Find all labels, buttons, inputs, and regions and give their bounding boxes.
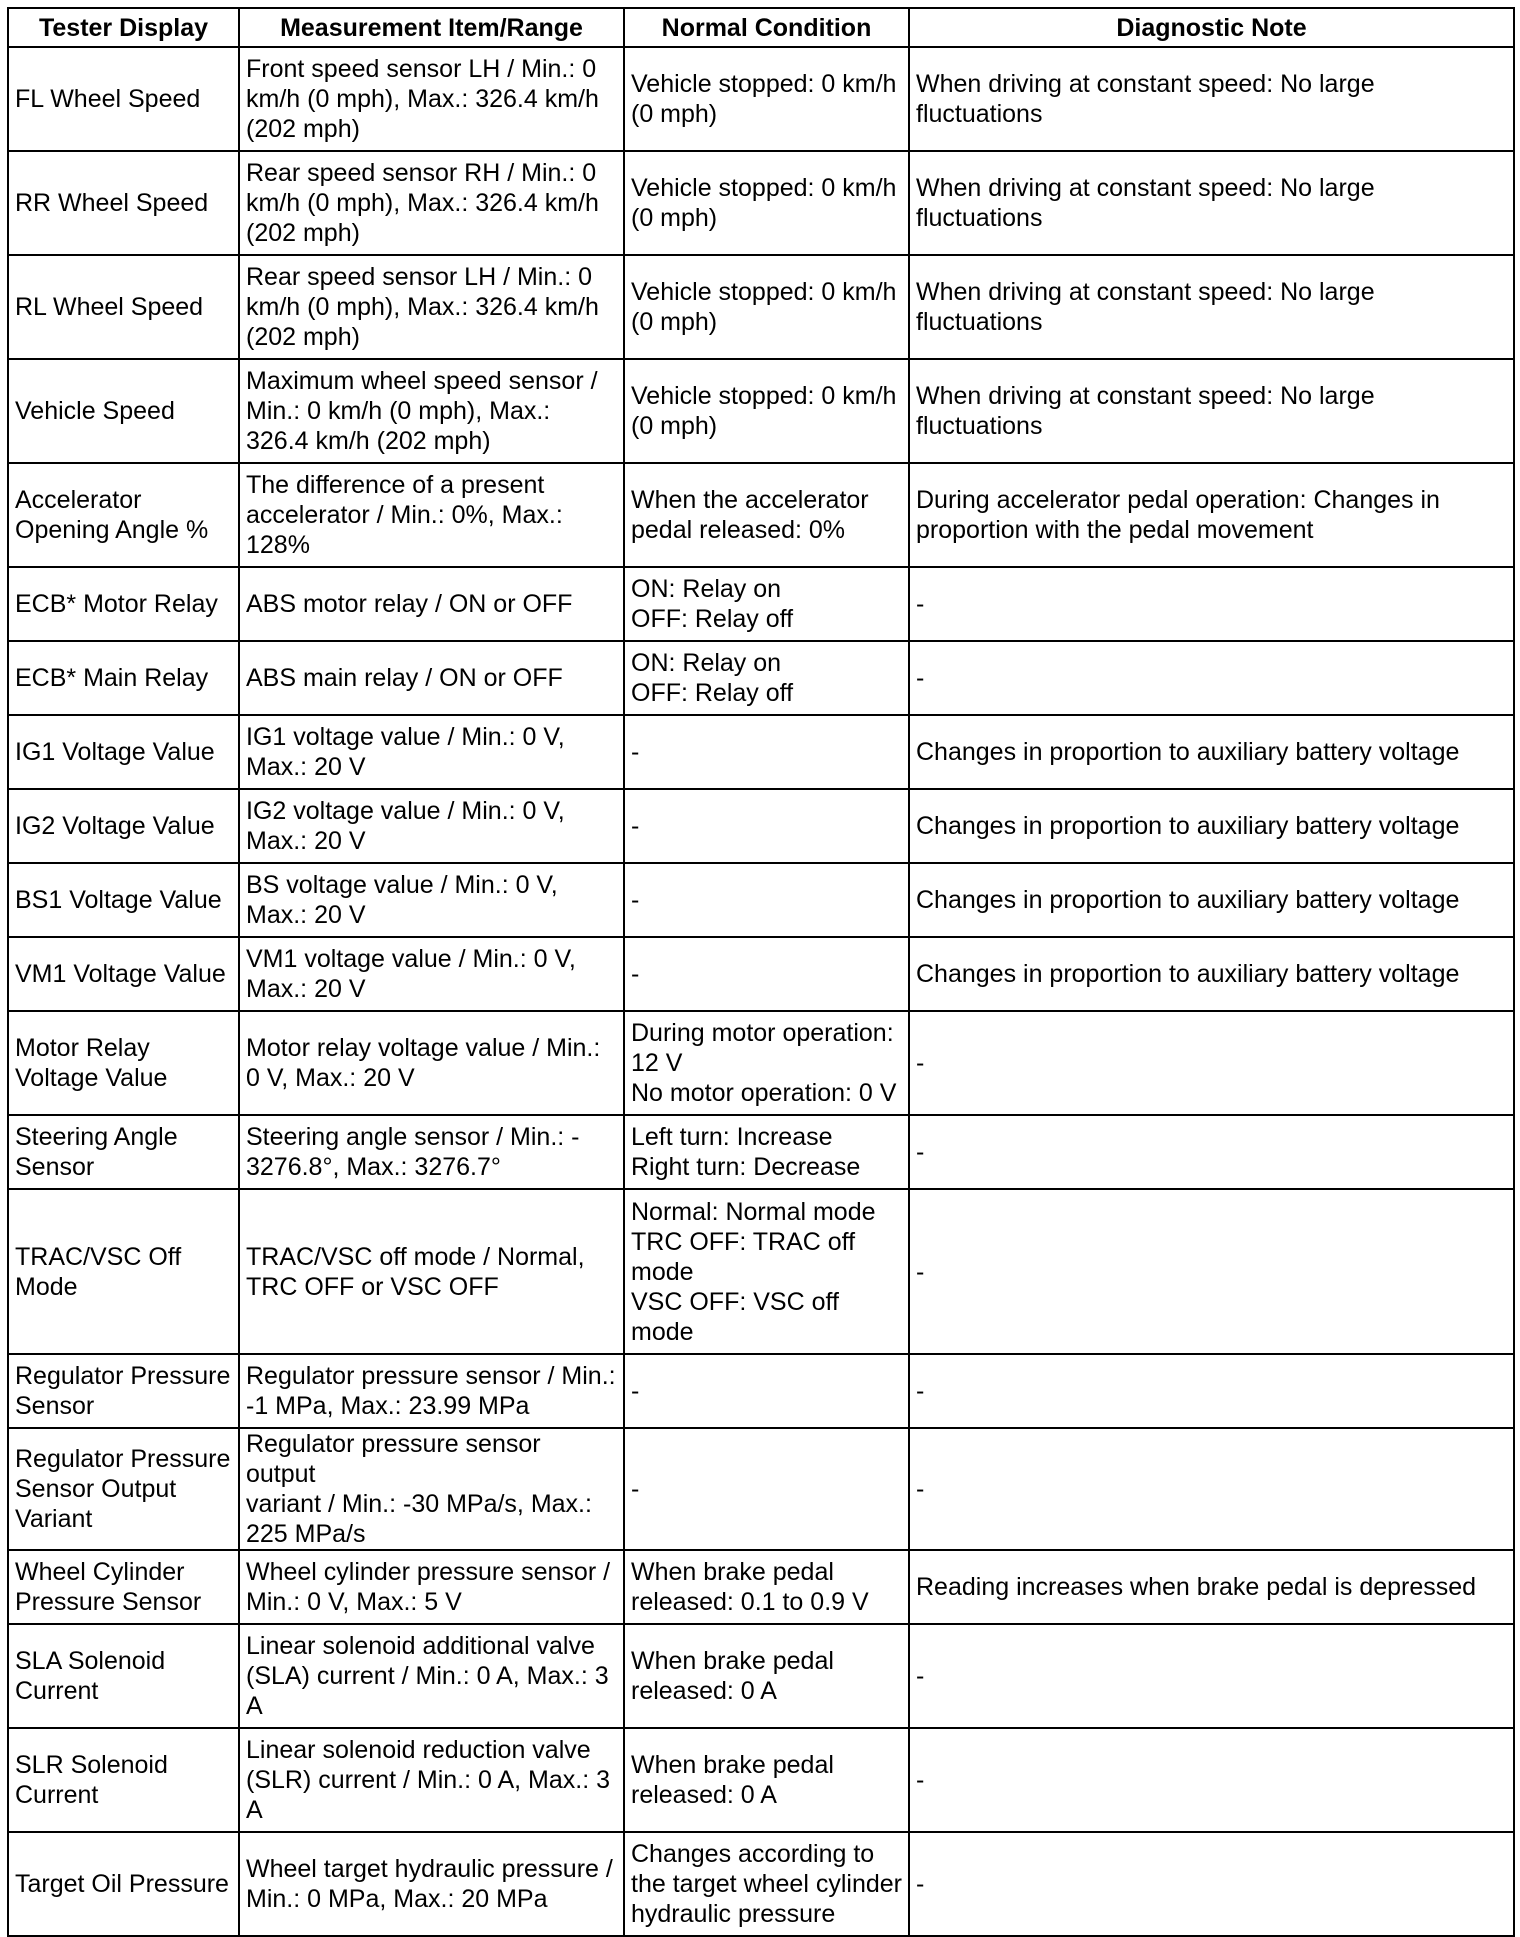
- cell-tester-display: Vehicle Speed: [8, 359, 239, 463]
- cell-measurement-item: IG2 voltage value / Min.: 0 V, Max.: 20 V: [239, 789, 624, 863]
- cell-diagnostic-note: During accelerator pedal operation: Changes in proportion with the pedal movement: [909, 463, 1514, 567]
- table-row: [8, 151, 1514, 255]
- cell-normal-condition: Changes according to the target wheel cylinder hydraulic pressure: [624, 1832, 909, 1936]
- table-row: [8, 1011, 1514, 1115]
- cell-measurement-item: TRAC/VSC off mode / Normal, TRC OFF or VSC OFF: [239, 1189, 624, 1354]
- cell-normal-condition: ON: Relay on OFF: Relay off: [624, 567, 909, 641]
- cell-diagnostic-note: -: [909, 1624, 1514, 1728]
- cell-measurement-item: Rear speed sensor LH / Min.: 0 km/h (0 mph), Max.: 326.4 km/h (202 mph): [239, 255, 624, 359]
- cell-measurement-item: ABS main relay / ON or OFF: [239, 641, 624, 715]
- cell-measurement-item: Wheel cylinder pressure sensor / Min.: 0 V, Max.: 5 V: [239, 1550, 624, 1624]
- table-row: [8, 359, 1514, 463]
- cell-measurement-item: ABS motor relay / ON or OFF: [239, 567, 624, 641]
- cell-normal-condition: Vehicle stopped: 0 km/h (0 mph): [624, 359, 909, 463]
- cell-diagnostic-note: -: [909, 641, 1514, 715]
- cell-tester-display: ECB* Main Relay: [8, 641, 239, 715]
- table-row: [8, 1728, 1514, 1832]
- table-row: [8, 1189, 1514, 1354]
- cell-measurement-item: Steering angle sensor / Min.: - 3276.8°, Max.: 3276.7°: [239, 1115, 624, 1189]
- header-diagnostic-note: Diagnostic Note: [909, 8, 1514, 47]
- cell-tester-display: VM1 Voltage Value: [8, 937, 239, 1011]
- cell-measurement-item: BS voltage value / Min.: 0 V, Max.: 20 V: [239, 863, 624, 937]
- table-row: [8, 715, 1514, 789]
- table-row: [8, 789, 1514, 863]
- cell-tester-display: RR Wheel Speed: [8, 151, 239, 255]
- header-tester-display: Tester Display: [8, 8, 239, 47]
- cell-diagnostic-note: -: [909, 1728, 1514, 1832]
- cell-normal-condition: -: [624, 715, 909, 789]
- cell-normal-condition: ON: Relay on OFF: Relay off: [624, 641, 909, 715]
- table-row: [8, 937, 1514, 1011]
- table-row: [8, 1428, 1514, 1550]
- cell-diagnostic-note: -: [909, 1189, 1514, 1354]
- cell-tester-display: Wheel Cylinder Pressure Sensor: [8, 1550, 239, 1624]
- cell-normal-condition: Vehicle stopped: 0 km/h (0 mph): [624, 151, 909, 255]
- cell-normal-condition: Normal: Normal mode TRC OFF: TRAC off mode VSC OFF: VSC off mode: [624, 1189, 909, 1354]
- cell-tester-display: Target Oil Pressure: [8, 1832, 239, 1936]
- cell-measurement-item: IG1 voltage value / Min.: 0 V, Max.: 20 V: [239, 715, 624, 789]
- cell-measurement-item: Maximum wheel speed sensor / Min.: 0 km/h (0 mph), Max.: 326.4 km/h (202 mph): [239, 359, 624, 463]
- table-row: [8, 641, 1514, 715]
- cell-diagnostic-note: When driving at constant speed: No large fluctuations: [909, 47, 1514, 151]
- cell-normal-condition: During motor operation: 12 V No motor operation: 0 V: [624, 1011, 909, 1115]
- header-measurement-item: Measurement Item/Range: [239, 8, 624, 47]
- cell-normal-condition: -: [624, 1354, 909, 1428]
- cell-tester-display: RL Wheel Speed: [8, 255, 239, 359]
- cell-normal-condition: Vehicle stopped: 0 km/h (0 mph): [624, 255, 909, 359]
- table-row: [8, 255, 1514, 359]
- cell-diagnostic-note: Changes in proportion to auxiliary battery voltage: [909, 937, 1514, 1011]
- cell-measurement-item: Wheel target hydraulic pressure / Min.: 0 MPa, Max.: 20 MPa: [239, 1832, 624, 1936]
- cell-diagnostic-note: -: [909, 1011, 1514, 1115]
- cell-tester-display: SLR Solenoid Current: [8, 1728, 239, 1832]
- table-row: [8, 47, 1514, 151]
- cell-normal-condition: Left turn: Increase Right turn: Decrease: [624, 1115, 909, 1189]
- header-normal-condition: Normal Condition: [624, 8, 909, 47]
- cell-measurement-item: Motor relay voltage value / Min.: 0 V, Max.: 20 V: [239, 1011, 624, 1115]
- cell-tester-display: IG2 Voltage Value: [8, 789, 239, 863]
- cell-diagnostic-note: Reading increases when brake pedal is depressed: [909, 1550, 1514, 1624]
- cell-normal-condition: When the accelerator pedal released: 0%: [624, 463, 909, 567]
- cell-measurement-item: Regulator pressure sensor / Min.: -1 MPa, Max.: 23.99 MPa: [239, 1354, 624, 1428]
- table-row: [8, 1624, 1514, 1728]
- table-row: [8, 1354, 1514, 1428]
- cell-normal-condition: -: [624, 937, 909, 1011]
- cell-measurement-item: Regulator pressure sensor output variant / Min.: -30 MPa/s, Max.: 225 MPa/s: [239, 1428, 624, 1550]
- cell-measurement-item: VM1 voltage value / Min.: 0 V, Max.: 20 V: [239, 937, 624, 1011]
- cell-measurement-item: Linear solenoid additional valve (SLA) current / Min.: 0 A, Max.: 3 A: [239, 1624, 624, 1728]
- cell-diagnostic-note: Changes in proportion to auxiliary battery voltage: [909, 863, 1514, 937]
- table-row: [8, 1550, 1514, 1624]
- cell-normal-condition: When brake pedal released: 0.1 to 0.9 V: [624, 1550, 909, 1624]
- cell-normal-condition: -: [624, 863, 909, 937]
- cell-tester-display: BS1 Voltage Value: [8, 863, 239, 937]
- table-row: [8, 863, 1514, 937]
- cell-tester-display: ECB* Motor Relay: [8, 567, 239, 641]
- cell-tester-display: Regulator Pressure Sensor Output Variant: [8, 1428, 239, 1550]
- cell-diagnostic-note: When driving at constant speed: No large fluctuations: [909, 151, 1514, 255]
- table-row: [8, 463, 1514, 567]
- cell-diagnostic-note: When driving at constant speed: No large fluctuations: [909, 255, 1514, 359]
- cell-tester-display: SLA Solenoid Current: [8, 1624, 239, 1728]
- cell-measurement-item: Front speed sensor LH / Min.: 0 km/h (0 mph), Max.: 326.4 km/h (202 mph): [239, 47, 624, 151]
- cell-tester-display: IG1 Voltage Value: [8, 715, 239, 789]
- cell-tester-display: Motor Relay Voltage Value: [8, 1011, 239, 1115]
- cell-normal-condition: -: [624, 1428, 909, 1550]
- cell-diagnostic-note: -: [909, 567, 1514, 641]
- cell-measurement-item: Linear solenoid reduction valve (SLR) current / Min.: 0 A, Max.: 3 A: [239, 1728, 624, 1832]
- table-row: [8, 567, 1514, 641]
- cell-diagnostic-note: -: [909, 1832, 1514, 1936]
- cell-tester-display: Accelerator Opening Angle %: [8, 463, 239, 567]
- cell-normal-condition: Vehicle stopped: 0 km/h (0 mph): [624, 47, 909, 151]
- cell-diagnostic-note: -: [909, 1115, 1514, 1189]
- data-list-table: [7, 7, 1515, 1937]
- cell-diagnostic-note: Changes in proportion to auxiliary battery voltage: [909, 789, 1514, 863]
- cell-measurement-item: The difference of a present accelerator / Min.: 0%, Max.: 128%: [239, 463, 624, 567]
- cell-diagnostic-note: Changes in proportion to auxiliary battery voltage: [909, 715, 1514, 789]
- cell-diagnostic-note: -: [909, 1428, 1514, 1550]
- table-row: [8, 1115, 1514, 1189]
- cell-normal-condition: When brake pedal released: 0 A: [624, 1728, 909, 1832]
- cell-normal-condition: -: [624, 789, 909, 863]
- cell-diagnostic-note: -: [909, 1354, 1514, 1428]
- cell-tester-display: FL Wheel Speed: [8, 47, 239, 151]
- cell-tester-display: TRAC/VSC Off Mode: [8, 1189, 239, 1354]
- cell-diagnostic-note: When driving at constant speed: No large fluctuations: [909, 359, 1514, 463]
- table-row: [8, 1832, 1514, 1936]
- cell-tester-display: Steering Angle Sensor: [8, 1115, 239, 1189]
- cell-normal-condition: When brake pedal released: 0 A: [624, 1624, 909, 1728]
- table-header-row: [8, 8, 1514, 47]
- cell-measurement-item: Rear speed sensor RH / Min.: 0 km/h (0 mph), Max.: 326.4 km/h (202 mph): [239, 151, 624, 255]
- cell-tester-display: Regulator Pressure Sensor: [8, 1354, 239, 1428]
